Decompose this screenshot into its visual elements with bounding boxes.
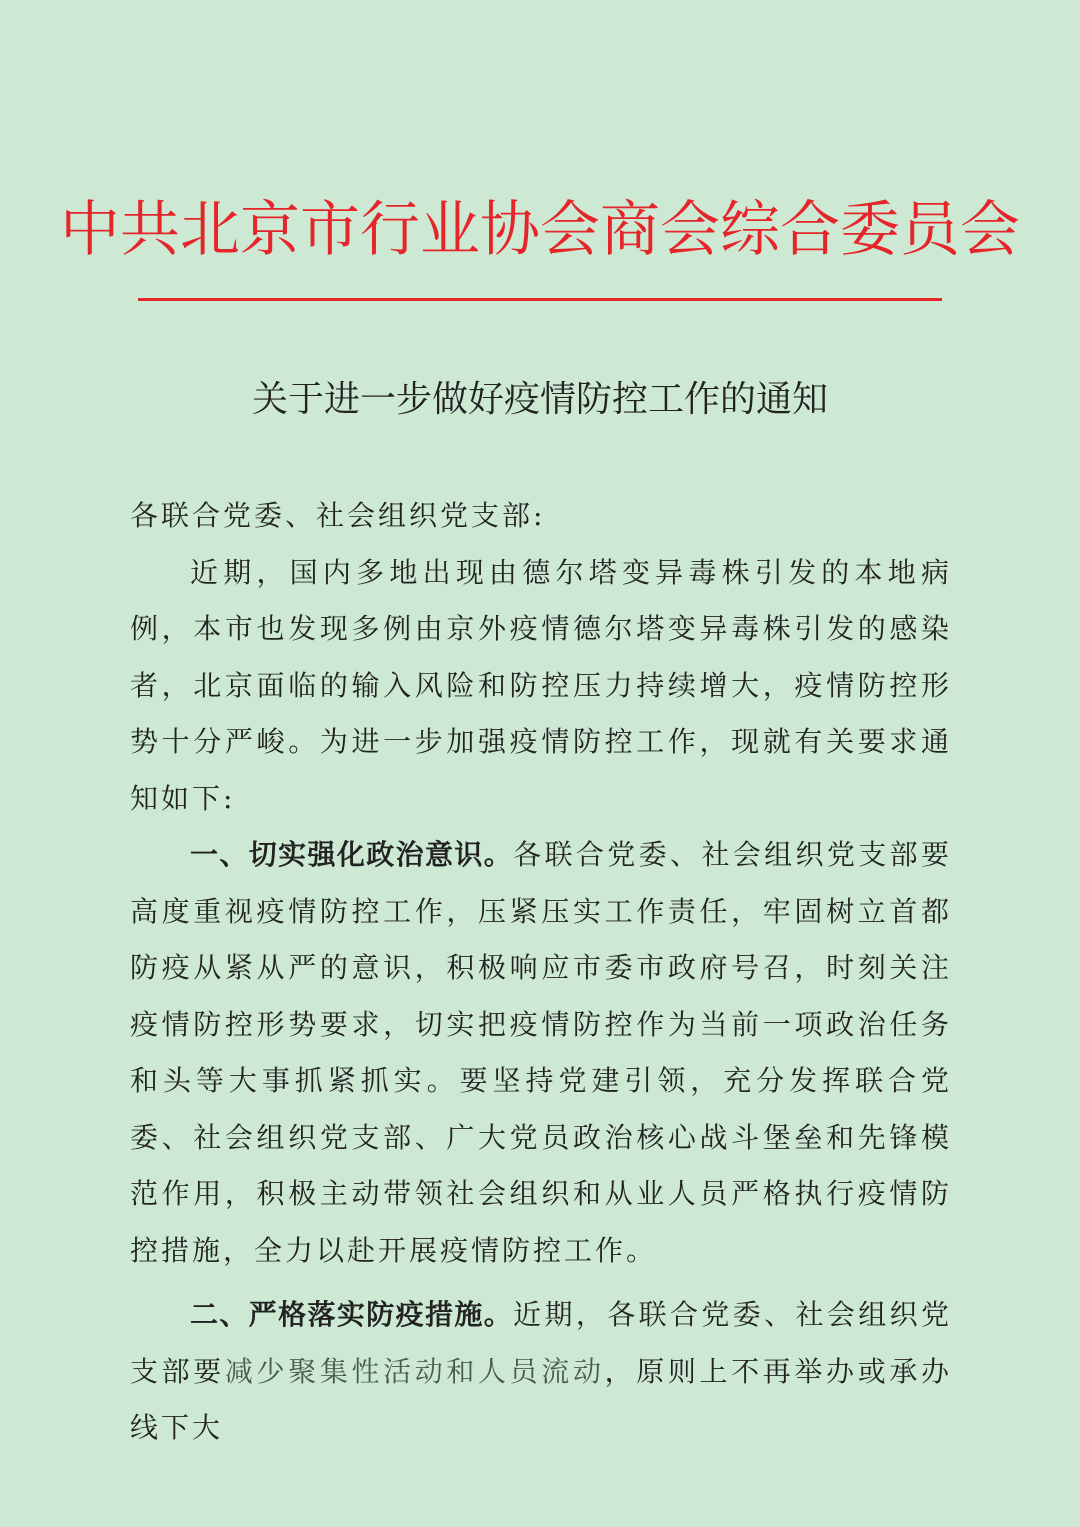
section-2-heading: 二、严格落实防疫措施。 [190, 1298, 514, 1331]
notice-title: 关于进一步做好疫情防控工作的通知 [251, 379, 828, 420]
intro-paragraph: 近期，国内多地出现由德尔塔变异毒株引发的本地病例，本市也发现多例由京外疫情德尔塔变异毒株引发的感染者，北京面临的输入风险和防控压力持续增大，疫情防控形势十分严峻。为进一步加强疫情防控工作，现就有关要求通知如下: [130, 555, 952, 815]
section-2-text-b: 减少聚集性活动和人员流动 [224, 1354, 605, 1388]
section-1-text: 各联合党委、社会组织党支部要高度重视疫情防控工作，压紧压实工作责任，牢固树立首都防疫从紧从严的意识，积极响应市委市政府号召，时刻关注疫情防控形势要求，切实把疫情防控作为当前一项政治任务和头等大事抓紧抓实。要坚持党建引领，充分发挥联合党委、社会组织党支部、广大党员政治核心战斗堡垒和先锋模范作用，积极主动带领社会组织和从业人员严格执行疫情防控措施，全力以赴开展疫情防控工作。 [130, 838, 952, 1267]
section-1-paragraph [130, 827, 952, 1279]
section-1-heading: 一、切实强化政治意识。 [190, 838, 514, 871]
org-letterhead-title: 中共北京市行业协会商会综合委员会 [60, 195, 1020, 265]
section-2-text-a: 近期，各联合党委、社会组织党支部要 [130, 1298, 952, 1388]
notice-body [130, 488, 952, 1457]
section-2-paragraph [130, 1287, 952, 1457]
section-2-text-c: ，原则上不再举办或承办线下大 [130, 1354, 952, 1444]
letterhead-red-rule [138, 298, 942, 301]
salutation: 各联合党委、社会组织党支部: [130, 499, 546, 532]
